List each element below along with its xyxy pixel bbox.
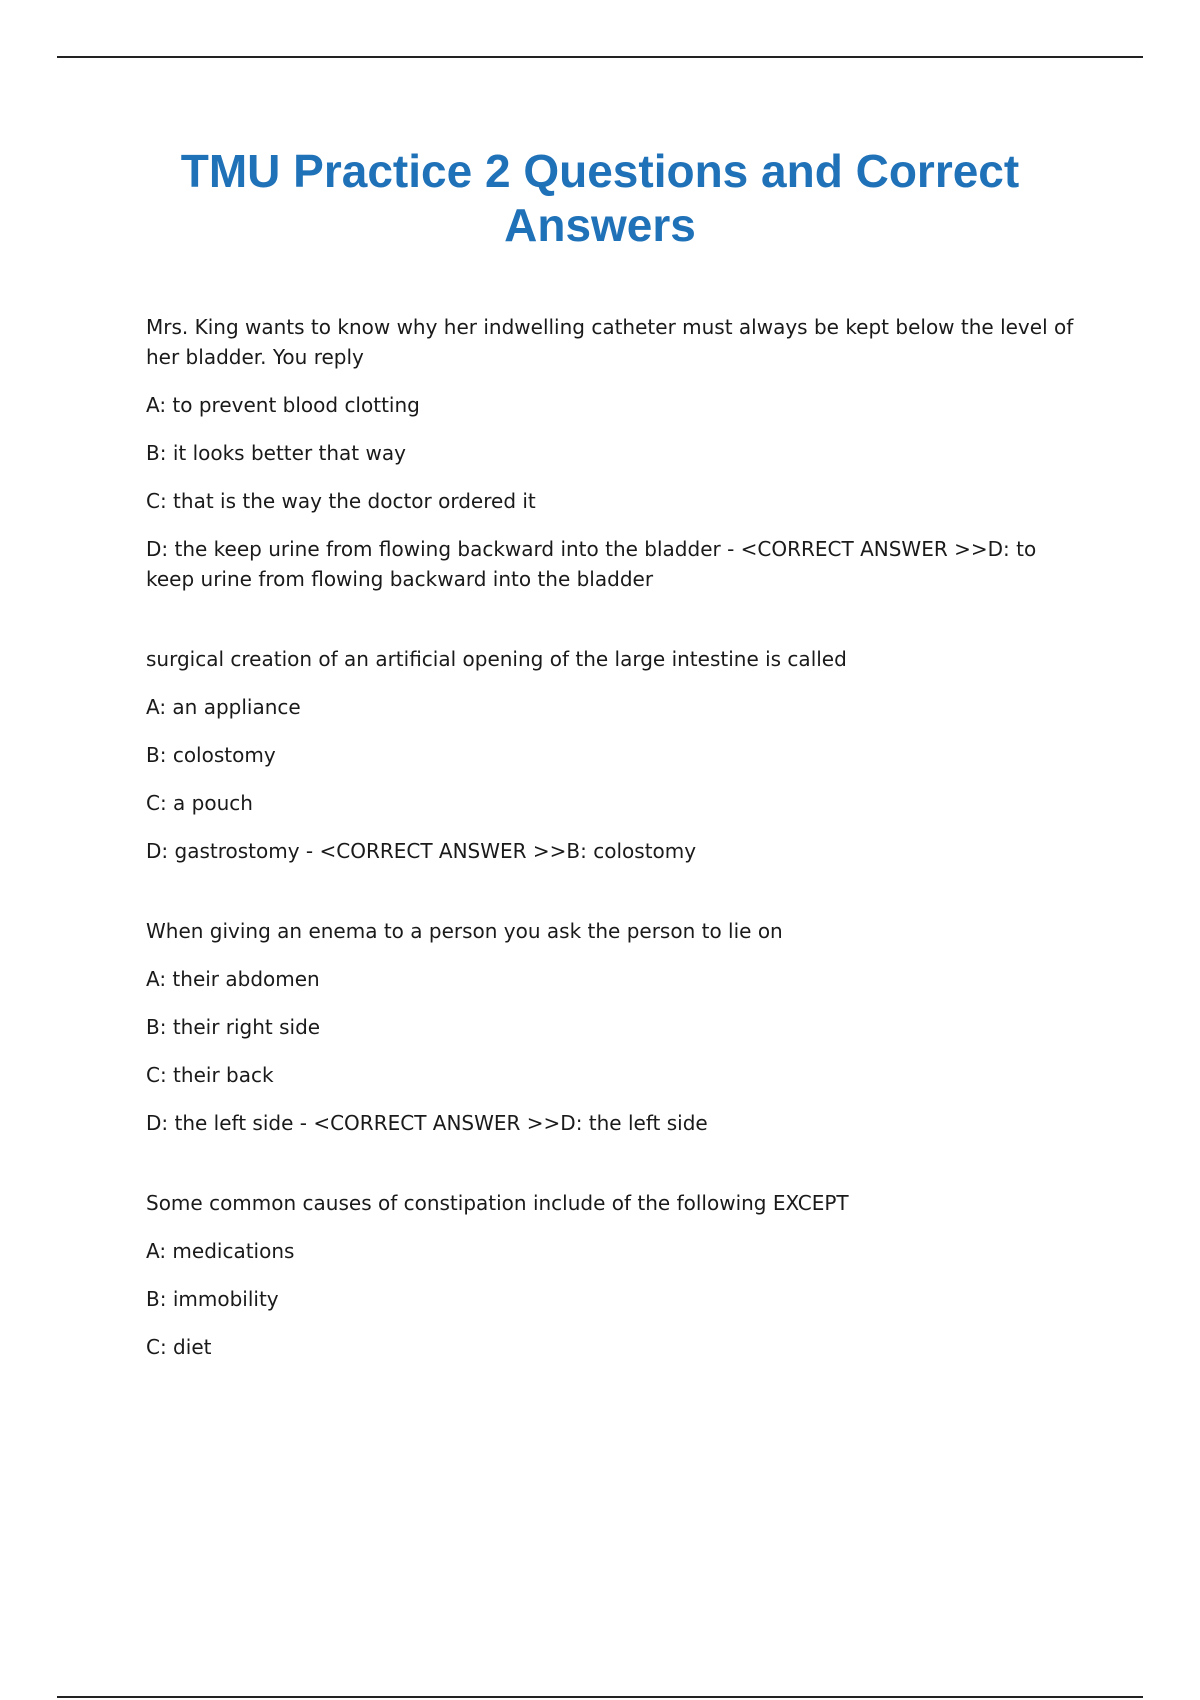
answer-option: C: that is the way the doctor ordered it bbox=[146, 489, 536, 513]
question-block bbox=[146, 312, 1076, 594]
answer-option: B: it looks better that way bbox=[146, 441, 406, 465]
question-block bbox=[146, 644, 1076, 866]
question-block bbox=[146, 916, 1076, 1138]
answer-option: B: immobility bbox=[146, 1287, 279, 1311]
answer-option-with-correct-answer: D: gastrostomy - <CORRECT ANSWER >>B: colostomy bbox=[146, 839, 697, 863]
answer-option: C: their back bbox=[146, 1063, 274, 1087]
question-text: Some common causes of constipation include of the following EXCEPT bbox=[146, 1191, 849, 1215]
answer-option: A: an appliance bbox=[146, 695, 301, 719]
document-body bbox=[146, 312, 1076, 1412]
answer-option: C: diet bbox=[146, 1335, 212, 1359]
answer-option-with-correct-answer: D: the left side - <CORRECT ANSWER >>D: the left side bbox=[146, 1111, 708, 1135]
answer-option: B: their right side bbox=[146, 1015, 321, 1039]
question-text: surgical creation of an artificial opening of the large intestine is called bbox=[146, 647, 847, 671]
answer-option-with-correct-answer: D: the keep urine from flowing backward into the bladder - <CORRECT ANSWER >>D: to keep urine from flowing backward into the bladder bbox=[146, 537, 1037, 591]
answer-option: A: to prevent blood clotting bbox=[146, 393, 420, 417]
answer-option: A: their abdomen bbox=[146, 967, 320, 991]
answer-option: C: a pouch bbox=[146, 791, 253, 815]
question-text: When giving an enema to a person you ask the person to lie on bbox=[146, 919, 783, 943]
bottom-rule bbox=[57, 1696, 1143, 1698]
question-text: Mrs. King wants to know why her indwelling catheter must always be kept below the level of her bladder. You reply bbox=[146, 315, 1074, 369]
answer-option: B: colostomy bbox=[146, 743, 276, 767]
top-rule bbox=[57, 56, 1143, 58]
document-title: TMU Practice 2 Questions and Correct Answers bbox=[180, 145, 1020, 251]
answer-option: A: medications bbox=[146, 1239, 295, 1263]
question-block bbox=[146, 1188, 1076, 1362]
